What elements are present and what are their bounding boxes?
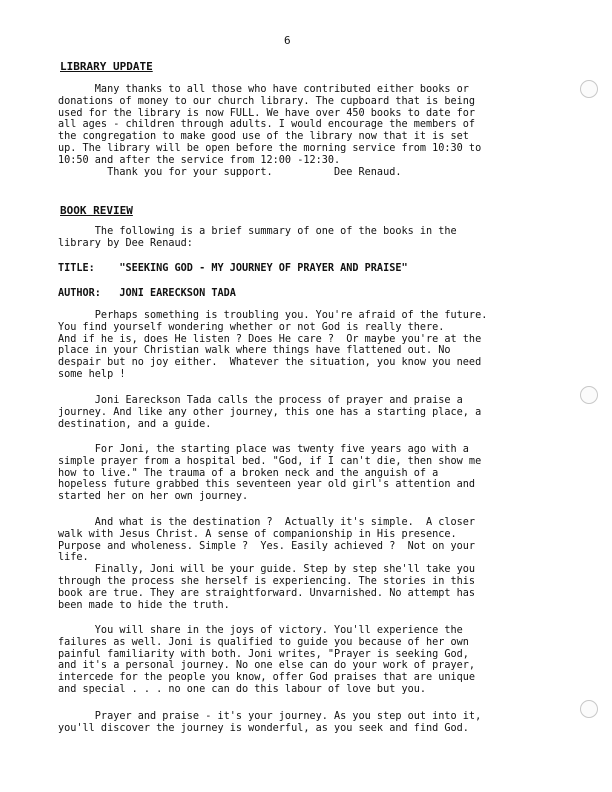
review-paragraph-2: Joni Eareckson Tada calls the process of prayer and praise a journey. And like any other journey, this one has a starting place, a destination, and a guide. bbox=[58, 395, 482, 430]
library-update-heading: LIBRARY UPDATE bbox=[60, 60, 153, 73]
punch-hole-bottom bbox=[580, 700, 598, 718]
book-review-heading: BOOK REVIEW bbox=[60, 204, 133, 217]
punch-hole-middle bbox=[580, 386, 598, 404]
review-paragraph-5: You will share in the joys of victory. You'll experience the failures as well. Joni is qualified to guide you because of her own painful familiarity with both. Joni writes, "Prayer is seeking God, and it's a personal journey. No one else can do your work of prayer, intercede for the people you know, offer God praises that are unique and special . . . no one can do this labour of love but you. bbox=[58, 625, 476, 695]
review-paragraph-6: Prayer and praise - it's your journey. As you step out into it, you'll discover the journey is wonderful, as you seek and find God. bbox=[58, 711, 482, 734]
book-review-intro: The following is a brief summary of one of the books in the library by Dee Renaud: bbox=[58, 226, 457, 249]
punch-hole-top bbox=[580, 80, 598, 98]
book-title-line: TITLE: "SEEKING GOD - MY JOURNEY OF PRAYER AND PRAISE" bbox=[58, 263, 408, 274]
book-author-line: AUTHOR: JONI EARECKSON TADA bbox=[58, 288, 236, 299]
review-paragraph-3: For Joni, the starting place was twenty five years ago with a simple prayer from a hospital bed. "God, if I can't die, then show me how to live." The trauma of a broken neck and the anguish of a hopeless future grabbed this seventeen year old girl's attention and started her on her own journey. bbox=[58, 444, 482, 503]
review-paragraph-1: Perhaps something is troubling you. You're afraid of the future. You find yourself wondering whether or not God is really there. And if he is, does He listen ? Does He care ? Or maybe you're at the place in your Christian walk where things have flattened out. No despair but no joy either. Whatever the situation, you know you need some help ! bbox=[58, 310, 488, 380]
page-number: 6 bbox=[284, 34, 291, 47]
library-update-paragraph: Many thanks to all those who have contributed either books or donations of money to our church library. The cupboard that is being used for the library is now FULL. We have over 450 books to date for all ages - children through adults. I would encourage the members of the congregation to make good use of the library now that it is set up. The library will be open before the morning service from 10:30 to 10:50 and after the service from 12:00 -12:30. Thank you for your support. Dee Renaud. bbox=[58, 84, 482, 178]
review-paragraph-4: And what is the destination ? Actually it's simple. A closer walk with Jesus Christ. A sense of companionship in His presence. Purpose and wholeness. Simple ? Yes. Easily achieved ? Not on your life. Finally, Joni will be your guide. Step by step she'll take you through the process she herself is experiencing. The stories in this book are true. They are straightforward. Unvarnished. No attempt has been made to hide the truth. bbox=[58, 517, 476, 611]
